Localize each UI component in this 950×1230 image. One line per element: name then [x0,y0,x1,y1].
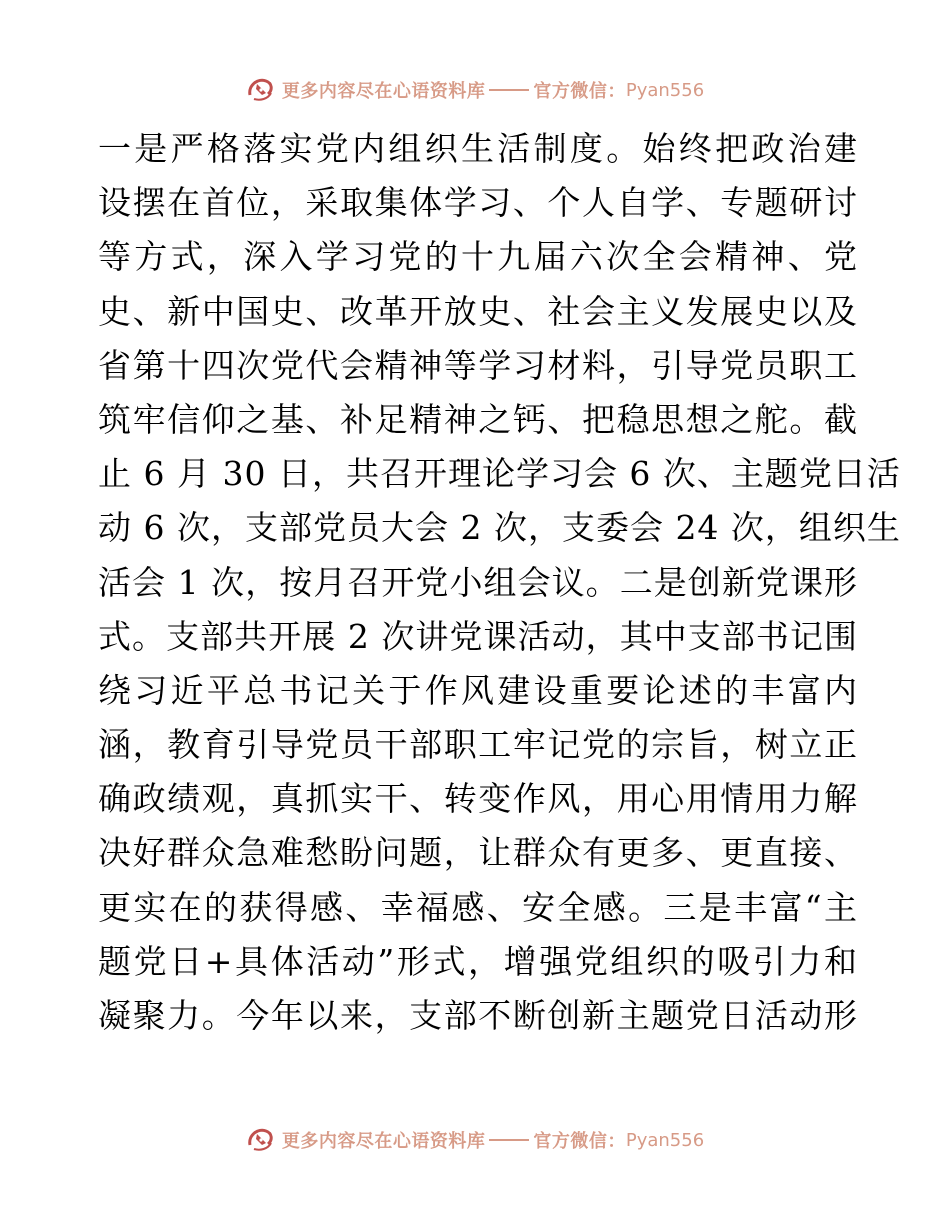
text-line: 等方式，深入学习党的十九届六次全会精神、党 [98,237,858,277]
watermark-account-id: Pyan556 [625,1129,705,1151]
watermark-dash [489,89,529,91]
text-line: 止 6 月 30 日，共召开理论学习会 6 次、主题党日活 [98,454,901,494]
footer-watermark [0,1120,950,1160]
text-line: 凝聚力。今年以来，支部不断创新主题党日活动形 [98,996,858,1035]
text-line: 活会 1 次，按月召开党小组会议。二是创新党课形 [98,562,858,602]
text-line: 省第十四次党代会精神等学习材料，引导党员职工 [98,345,858,385]
pen-nib-swirl-logo-icon [246,75,276,105]
text-line: 涵，教育引导党员干部职工牢记党的宗旨，树立正 [98,725,858,765]
text-line: 确政绩观，真抓实干、转变作风，用心用情用力解 [98,779,858,819]
text-line: 题党日+具体活动”形式，增强党组织的吸引力和 [98,941,858,981]
text-line: 一是严格落实党内组织生活制度。始终把政治建 [98,129,858,168]
document-body [98,122,901,1043]
header-watermark [0,70,950,110]
text-line: 动 6 次，支部党员大会 2 次，支委会 24 次，组织生 [98,508,901,548]
watermark-account-label: 官方微信： [533,1131,626,1152]
watermark-account-id: Pyan556 [625,79,705,101]
text-line: 设摆在首位，采取集体学习、个人自学、专题研讨 [98,183,858,223]
watermark-site-text: 更多内容尽在心语资料库 [281,81,486,102]
text-line: 筑牢信仰之基、补足精神之钙、把稳思想之舵。截 [98,399,858,439]
text-line: 史、新中国史、改革开放史、社会主义发展史以及 [98,291,858,331]
pen-nib-swirl-logo-icon [246,1125,276,1155]
watermark-dash [489,1139,529,1141]
text-line: 式。支部共开展 2 次讲党课活动，其中支部书记围 [98,616,858,656]
text-line: 绕习近平总书记关于作风建设重要论述的丰富内 [98,670,858,710]
watermark-site-text: 更多内容尽在心语资料库 [281,1131,486,1152]
watermark-account-label: 官方微信： [533,81,626,102]
text-line: 更实在的获得感、幸福感、安全感。三是丰富“主 [98,887,858,927]
text-line: 决好群众急难愁盼问题，让群众有更多、更直接、 [98,833,858,873]
